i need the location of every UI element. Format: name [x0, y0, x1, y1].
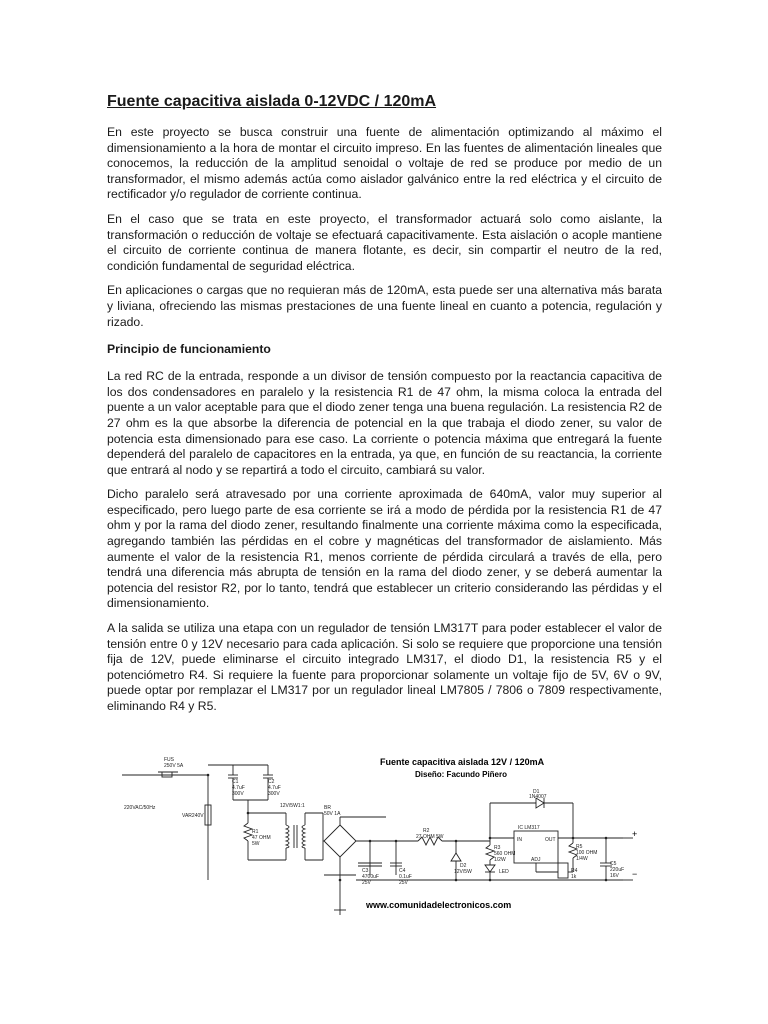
label-d2-value: 12V/5W: [454, 869, 472, 875]
body-paragraph-3: A la salida se utiliza una etapa con un regulador de tensión LM317T para poder establecer el valor de tensión entre 0 y 12V necesario para cada aplicación. Si solo se requiere que proporcione una tensión fija de 12V, puede eliminarse el circuito integrado LM317, el diodo D1, la resistencia R5 y el potenciómetro R4. Si requiere la fuente para proporcionar solamente un voltaje fijo de 5V, 6V o 9V, puede optar por remplazar el LM317 por un regulador lineal LM7805 / 7806 o 7809 respectivamente, eliminando R4 y R5.: [107, 621, 662, 713]
label-c3: C3: [362, 868, 369, 874]
intro-paragraph-3: En aplicaciones o cargas que no requieran más de 120mA, esta puede ser una alternativa más barata y liviana, ofreciendo las mismas prestaciones de una fuente lineal en cuanto a potencia, regulación y rizado.: [107, 283, 662, 329]
label-r3-value: 560 OHM: [494, 851, 516, 857]
label-ic-in: IN: [517, 837, 522, 843]
label-ic: IC LM317: [518, 825, 540, 831]
label-r1: R1: [252, 829, 259, 835]
schematic-website: www.comunidadelectronicos.com: [366, 900, 512, 910]
label-fuse: FUS: [164, 757, 174, 763]
label-c3-rating: 25V: [362, 880, 371, 886]
label-c1-value: 4.7uF: [232, 785, 245, 791]
label-r1-value: 47 OHM: [252, 835, 271, 841]
label-transformer: 12V/5W1:1: [280, 803, 305, 809]
label-d2: D2: [460, 863, 467, 869]
document-title: Fuente capacitiva aislada 0-12VDC / 120mA: [107, 93, 437, 110]
circuit-schematic: [118, 745, 658, 915]
label-c2: C2: [268, 779, 275, 785]
label-c5-value: 220uF: [610, 867, 625, 873]
output-plus: +: [632, 829, 638, 839]
label-c5: C5: [610, 861, 617, 867]
label-fuse-value: 250V 5A: [164, 763, 184, 769]
label-r5-power: 1/4W: [576, 856, 588, 862]
label-r5: R5: [576, 844, 583, 850]
label-led: LED: [499, 869, 509, 875]
body-paragraph-2: Dicho paralelo será atravesado por una corriente aproximada de 640mA, valor muy superior al especificado, pero luego parte de esa corriente se irá a modo de pérdida por la resistencia R1 de 47 ohm y por la rama del diodo zener, resultando finalmente una corriente máxima como la especificada, agregando también las pérdidas en el cobre y magnéticas del transformador de aislamiento. Más aumente el valor de la resistencia R1, menos corriente de pérdida circulará a través de ella, pero tendrá una diferencia más abrupta de tensión en la rama del diodo zener, y se deberá aumentar la potencia del resistor R2, por lo tanto, tendrá que establecer un criterio considerando las pérdidas y el dimensionamiento.: [107, 487, 662, 611]
label-ic-adj: ADJ: [531, 857, 541, 863]
label-c2-value: 4.7uF: [268, 785, 281, 791]
intro-paragraph-2: En el caso que se trata en este proyecto, el transformador actuará solo como aislante, la transformación o reducción de voltaje se efectuará capacitivamente. Esta aislación o acople mantiene el circuito de corriente continua de manera flotante, es decir, sin compartir el neutro de la red, condición fundamental de seguridad eléctrica.: [107, 211, 662, 273]
label-varistor: VAR240V: [182, 813, 204, 819]
output-minus: −: [632, 869, 638, 879]
label-d1: D1: [533, 789, 540, 795]
label-r2: R2: [423, 828, 430, 834]
section-heading: Principio de funcionamiento: [107, 342, 271, 357]
label-c4-rating: 25V: [399, 880, 408, 886]
label-r3: R3: [494, 845, 501, 851]
label-c3-value: 4700uF: [362, 874, 379, 880]
label-c5-rating: 16V: [610, 873, 619, 879]
label-r4: R4: [571, 868, 578, 874]
label-d1-value: 1N4007: [529, 794, 547, 800]
label-c1-rating: 300V: [232, 791, 244, 797]
intro-paragraph-1: En este proyecto se busca construir una fuente de alimentación optimizando al máximo el dimensionamiento a la hora de montar el circuito impreso. En las fuentes de alimentación lineales que conocemos, la reducción de la amplitud senoidal o voltaje de red se produce por medio de un transformador, el mismo además actúa como aislador galvánico entre la red eléctrica y el circuito de rectificador y/o regulador de corriente continua.: [107, 125, 662, 202]
schematic-author: Diseño: Facundo Piñero: [415, 770, 508, 779]
label-c1: C1: [232, 779, 239, 785]
schematic-drawing: [118, 745, 658, 915]
body-paragraph-1: La red RC de la entrada, responde a un divisor de tensión compuesto por la reactancia capacitiva de los dos condensadores en paralelo y la resistencia R1 de 47 ohm, la misma coloca la entrada del puente a un valor aceptable para que el diodo zener tenga una buena regulación. La resistencia R2 de 27 ohm es la que absorbe la diferencia de potencial en la que trabaja el diodo zener, su valor de potencia esta dimensionado para ese caso. La corriente o potencia máxima que entregará la fuente dependerá del paralelo de capacitores en la entrada, ya que, en función de su reactancia, la corriente que entrará al nodo y se repartirá a todo el circuito, cambiará su valor.: [107, 369, 662, 477]
label-c2-rating: 300V: [268, 791, 280, 797]
label-c4-value: 0.1uF: [399, 874, 412, 880]
label-r5-value: 100 OHM: [576, 850, 598, 856]
label-c4: C4: [399, 868, 406, 874]
label-ic-out: OUT: [545, 837, 556, 843]
document-body: [107, 92, 662, 724]
label-r2-value: 27 OHM 5W: [416, 834, 444, 840]
label-mains: 220VAC/50Hz: [124, 805, 156, 811]
label-r4-value: 1k: [571, 874, 577, 880]
label-r1-power: 5W: [252, 841, 260, 847]
schematic-title: Fuente capacitiva aislada 12V / 120mA: [380, 757, 545, 767]
label-bridge-value: 50V 1A: [324, 811, 341, 817]
label-r3-power: 1/2W: [494, 857, 506, 863]
label-bridge: BR: [324, 805, 331, 811]
